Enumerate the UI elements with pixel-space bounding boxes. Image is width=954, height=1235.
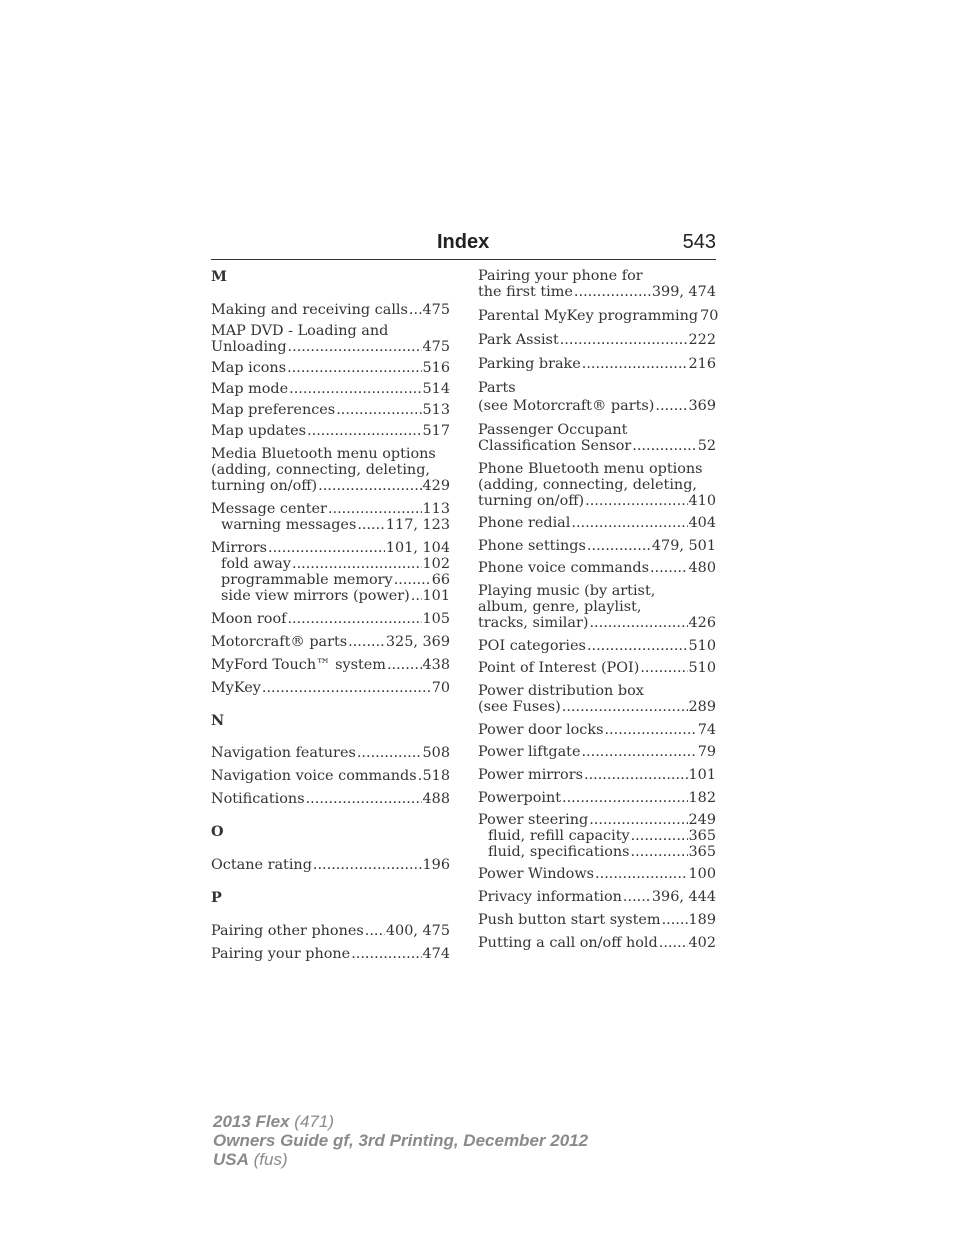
index-entry: Power distribution box (see Fuses) ..... 289 [478, 683, 716, 715]
index-entry: Notifications ..... 488 [211, 791, 450, 807]
index-entry: Pairing your phone for the first time ..... 399, 474 [478, 268, 716, 300]
page-footer [213, 1112, 588, 1169]
page-number: 543 [682, 231, 716, 253]
index-entry: Media Bluetooth menu options (adding, connecting, deleting, turning on/off) ..... 429 [211, 446, 450, 494]
index-entry: Navigation features ..... 508 [211, 745, 450, 761]
index-column-left [211, 268, 450, 962]
index-entry: Putting a call on/off hold ..... 402 [478, 935, 716, 951]
index-entry: Passenger Occupant Classification Sensor ..... 52 [478, 422, 716, 454]
index-entry: Navigation voice commands ..... 518 [211, 768, 450, 784]
index-entry: Making and receiving calls ..... 475 [211, 302, 450, 318]
index-entry: Octane rating ..... 196 [211, 857, 450, 873]
index-entry: MyFord Touch™ system ..... 438 [211, 657, 450, 673]
index-entry: Map icons ..... 516 [211, 360, 450, 376]
index-entry: Push button start system ..... 189 [478, 912, 716, 928]
index-entry: Pairing your phone ..... 474 [211, 946, 450, 962]
section-letter-o: O [211, 823, 224, 840]
index-entry: Phone Bluetooth menu options (adding, connecting, deleting, turning on/off) ..... 410 [478, 461, 716, 509]
index-entry: Power mirrors ..... 101 [478, 767, 716, 783]
page-title: Index [437, 231, 490, 253]
index-entry: Powerpoint ..... 182 [478, 790, 716, 806]
index-entry: Message center ..... 113 warning messages ..... 117, 123 [211, 501, 450, 533]
index-entry: Point of Interest (POI) ..... 510 [478, 660, 716, 676]
index-entry: MAP DVD - Loading and Unloading ..... 475 [211, 323, 450, 355]
index-column-right [478, 268, 719, 951]
section-letter-m: M [211, 268, 227, 285]
index-entry: MyKey ..... 70 [211, 680, 450, 696]
index-entry: Power Windows ..... 100 [478, 866, 716, 882]
index-entry: Moon roof ..... 105 [211, 611, 450, 627]
index-entry: Map preferences ..... 513 [211, 402, 450, 418]
index-entry: Playing music (by artist, album, genre, playlist, tracks, similar) ..... 426 [478, 583, 716, 631]
section-letter-p: P [211, 889, 222, 906]
index-entry: Phone settings ..... 479, 501 [478, 538, 716, 554]
footer-line-region: USA (fus) [213, 1150, 288, 1169]
index-entry: Power steering ..... 249 fluid, refill capacity ..... 365 fluid, specifications ..... 365 [478, 812, 716, 860]
index-entry: Map updates ..... 517 [211, 423, 450, 439]
index-entry: Power door locks ..... 74 [478, 722, 716, 738]
index-entry: Phone voice commands ..... 480 [478, 560, 716, 576]
section-letter-n: N [211, 712, 225, 729]
index-entry: POI categories ..... 510 [478, 638, 716, 654]
index-entry: Parking brake ..... 216 [478, 356, 716, 372]
index-entry: Power liftgate ..... 79 [478, 744, 716, 760]
page-header [211, 229, 716, 260]
index-entry: Motorcraft® parts ..... 325, 369 [211, 634, 450, 650]
footer-line-guide: Owners Guide gf, 3rd Printing, December 2012 [213, 1131, 589, 1150]
footer-line-model: 2013 Flex (471) [213, 1112, 334, 1131]
index-entry: Park Assist ..... 222 [478, 332, 716, 348]
index-entry: Mirrors ..... 101, 104 fold away ..... 102 programmable memory ..... 66 side view mirrors (power) ..... 101 [211, 540, 450, 604]
index-entry: Parts (see Motorcraft® parts) ..... 369 [478, 380, 716, 414]
index-entry: Pairing other phones ..... 400, 475 [211, 923, 450, 939]
index-entry: Parental MyKey programming 70 [478, 308, 719, 324]
index-entry: Phone redial ..... 404 [478, 515, 716, 531]
index-entry: Map mode ..... 514 [211, 381, 450, 397]
index-entry: Privacy information ..... 396, 444 [478, 889, 716, 905]
